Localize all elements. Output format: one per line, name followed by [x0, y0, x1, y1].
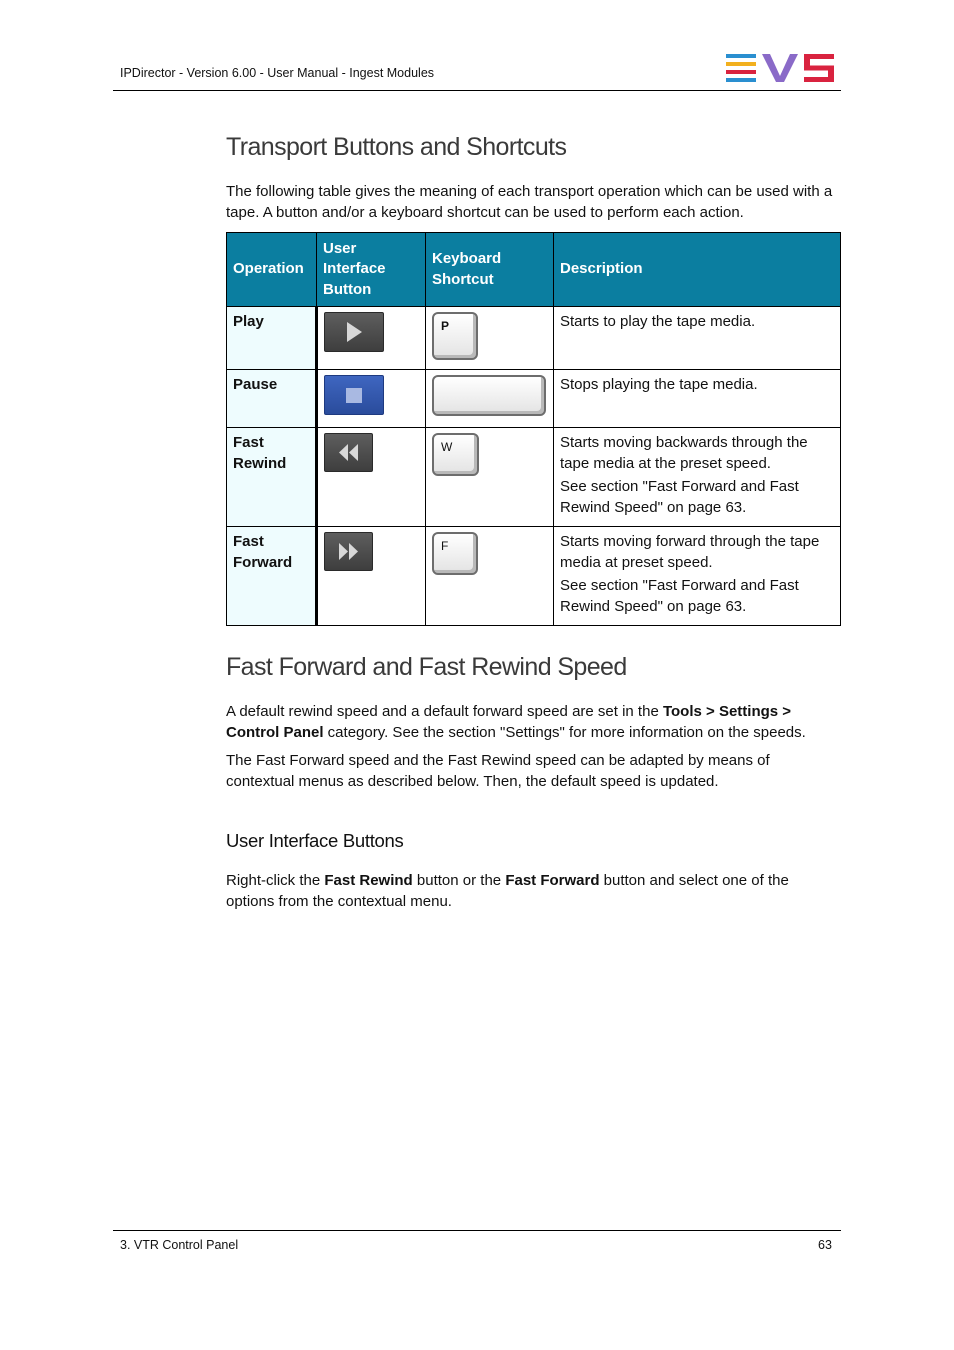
- shortcut-cell: [426, 307, 554, 370]
- stop-icon: [325, 376, 383, 414]
- button-cell: [317, 527, 426, 626]
- description-text: Stops playing the tape media.: [560, 376, 758, 393]
- section-heading-speed: Fast Forward and Fast Rewind Speed: [226, 653, 627, 681]
- header-description: Description: [554, 233, 841, 307]
- fast-rewind-button: [324, 433, 373, 472]
- transport-table: [226, 232, 841, 626]
- speed-paragraph-1: A default rewind speed and a default forward speed are set in the Tools > Settings > Control Panel category. See the section "Settings" for more information on the speeds.: [226, 703, 806, 741]
- subsection-heading-ui-buttons: User Interface Buttons: [226, 830, 404, 851]
- ui-buttons-paragraph: Right-click the Fast Rewind button or the Fast Forward button and select one of the options from the contextual menu.: [226, 872, 789, 910]
- button-cell: [317, 428, 426, 527]
- key-w: W: [432, 433, 479, 476]
- operation-cell: Fast Rewind: [227, 428, 317, 527]
- fast-forward-button: [324, 532, 373, 571]
- table-row: [227, 428, 841, 527]
- speed-paragraph-2: The Fast Forward speed and the Fast Rewind speed can be adapted by means of contextual menus as described below. Then, the default speed is updated.: [226, 752, 770, 790]
- footer-divider: [113, 1230, 841, 1231]
- play-icon: [325, 313, 383, 351]
- shortcut-cell: [426, 428, 554, 527]
- key-p: P: [432, 312, 478, 360]
- description-text: Starts moving backwards through the tape media at the preset speed.: [560, 434, 808, 472]
- play-button: [324, 312, 384, 352]
- header-ui-button: User Interface Button: [317, 233, 426, 307]
- intro-paragraph: The following table gives the meaning of each transport operation which can be used with a tape. A button and/or a keyboard shortcut can be used to perform each action.: [226, 183, 833, 221]
- header-title: IPDirector - Version 6.00 - User Manual - Ingest Modules: [120, 66, 435, 80]
- footer-chapter: 3. VTR Control Panel: [120, 1238, 239, 1252]
- button-cell: [317, 370, 426, 428]
- fast-forward-icon: [325, 533, 372, 570]
- operation-cell: Play: [227, 307, 317, 370]
- page-number: 63: [818, 1238, 832, 1252]
- menu-path: Tools > Settings > Control Panel: [226, 703, 792, 741]
- table-row: [227, 527, 841, 626]
- description-cell: [554, 370, 841, 428]
- operation-cell: Fast Forward: [227, 527, 317, 626]
- description-text: Starts moving forward through the tape media at preset speed.: [560, 533, 820, 571]
- description-cell: [554, 307, 841, 370]
- table-row: [227, 307, 841, 370]
- table-header-row: [227, 233, 841, 307]
- evs-logo: [726, 54, 834, 82]
- description-link-text: See section "Fast Forward and Fast Rewind Speed" on page 63.: [560, 577, 799, 615]
- header-operation: Operation: [227, 233, 317, 307]
- header-divider: [113, 90, 841, 91]
- shortcut-cell: [426, 370, 554, 428]
- section-heading-transport: Transport Buttons and Shortcuts: [226, 133, 567, 161]
- description-cell: [554, 527, 841, 626]
- button-cell: [317, 307, 426, 370]
- operation-cell: Pause: [227, 370, 317, 428]
- table-row: [227, 370, 841, 428]
- header-shortcut: Keyboard Shortcut: [426, 233, 554, 307]
- key-space: [432, 375, 546, 416]
- pause-button: [324, 375, 384, 415]
- key-f: F: [432, 532, 478, 575]
- description-link-text: See section "Fast Forward and Fast Rewind Speed" on page 63.: [560, 478, 799, 516]
- shortcut-cell: [426, 527, 554, 626]
- description-cell: [554, 428, 841, 527]
- rewind-icon: [325, 434, 372, 471]
- description-text: Starts to play the tape media.: [560, 313, 756, 330]
